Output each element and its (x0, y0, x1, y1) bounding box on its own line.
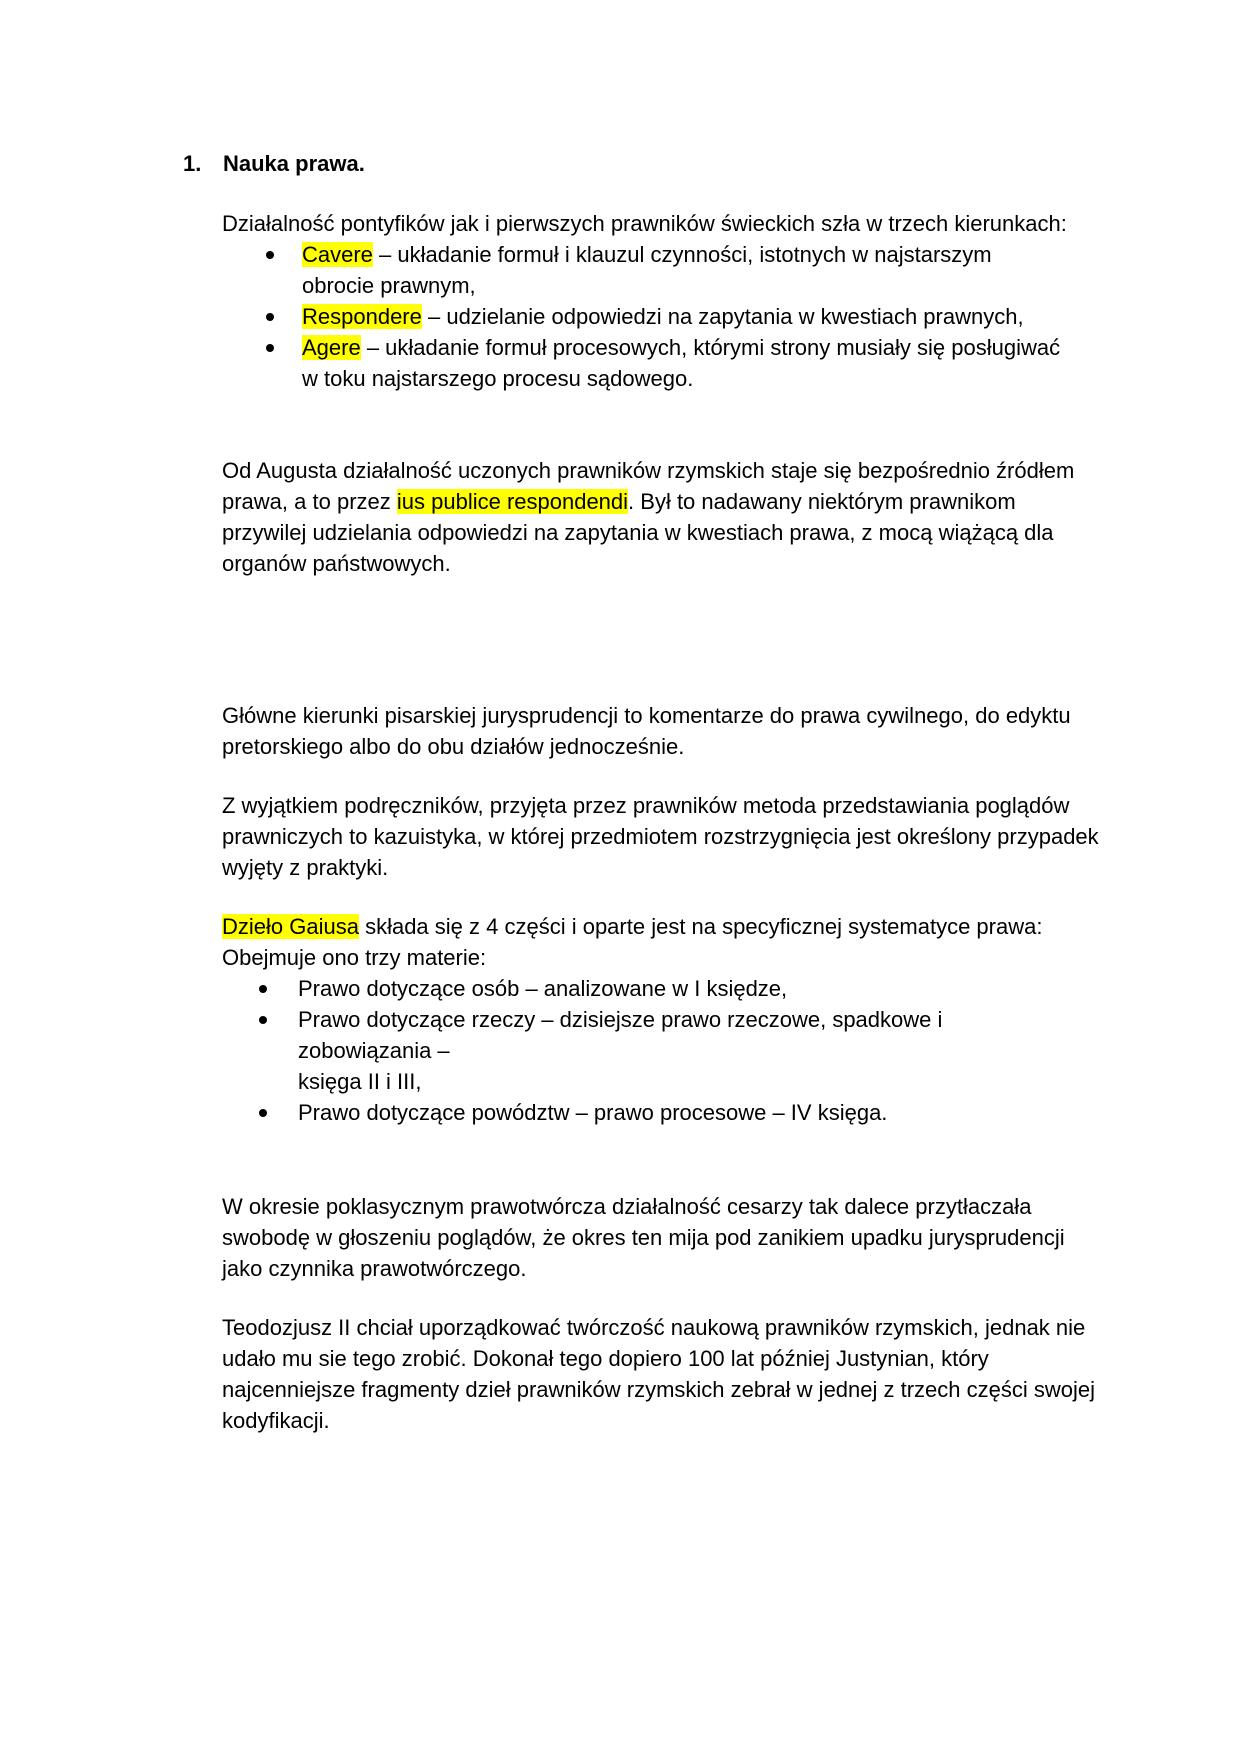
bullet-icon (259, 985, 267, 993)
bullet-icon (259, 1109, 267, 1117)
kazuistyka-paragraph (222, 790, 1102, 883)
intro-paragraph: Działalność pontyfików jak i pierwszych prawników świeckich szła w trzech kierunkach: (222, 211, 1067, 236)
ius-publice-highlight: ius publice respondendi (396, 489, 629, 514)
kierunki-paragraph (222, 700, 1102, 762)
section-number: 1. (183, 151, 202, 176)
bullet-icon (266, 251, 274, 259)
kazuistyka-text: Z wyjątkiem podręczników, przyjęta przez prawników metoda przedstawiania poglądów prawniczych to kazuistyka, w której przedmiotem rozstrzygnięcia jest określony przypadek wyjęty z praktyki. (222, 793, 1099, 880)
gaius-block (222, 911, 1102, 1128)
section-heading (183, 148, 365, 179)
list-item-text: Prawo dotyczące powództw – prawo procesowe – IV księga. (298, 1100, 888, 1125)
bullet-icon (266, 344, 274, 352)
section-title: Nauka prawa. (223, 151, 365, 176)
poklasyczny-text: W okresie poklasycznym prawotwórcza działalność cesarzy tak dalece przytłaczała swobodę w głoszeniu poglądów, że okres ten mija pod zanikiem upadku jurysprudencji jako czynnika prawotwórczego. (222, 1194, 1065, 1281)
list-item (222, 301, 1062, 332)
gaius-highlight: Dzieło Gaiusa (222, 914, 359, 939)
kierunki-text: Główne kierunki pisarskiej jurysprudencji to komentarze do prawa cywilnego, do edyktu pretorskiego albo do obu działów jednocześnie. (222, 703, 1071, 759)
list-item (222, 332, 1062, 394)
term-highlight: Cavere (302, 242, 373, 267)
term-description: – układanie formuł i klauzul czynności, istotnych w najstarszym obrocie prawnym, (302, 242, 992, 298)
list-item-text: Prawo dotyczące osób – analizowane w I księdze, (298, 976, 788, 1001)
teodozjusz-paragraph (222, 1312, 1102, 1436)
list-item (222, 1097, 998, 1128)
bullet-icon (259, 1016, 267, 1024)
teodozjusz-text: Teodozjusz II chciał uporządkować twórczość naukową prawników rzymskich, jednak nie udało mu sie tego zrobić. Dokonał tego dopiero 100 lat później Justynian, który najcenniejsze fragmenty dzieł prawników rzymskich zebrał w jednej z trzech części swojej kodyfikacji. (222, 1315, 1096, 1433)
augustus-text-after: . Był to nadawany niektórym prawnikom przywilej udzielania odpowiedzi na zapytania w kwestiach prawa, z mocą wiążącą dla organów państwowych. (222, 489, 1054, 576)
term-description: – udzielanie odpowiedzi na zapytania w kwestiach prawnych, (421, 304, 1024, 329)
gaius-text: składa się z 4 części i oparte jest na specyficznej systematyce prawa: (358, 914, 1043, 939)
augustus-text-before: Od Augusta działalność uczonych prawników rzymskich staje się bezpośrednio źródłem prawa, a to przez (222, 458, 1075, 514)
gaius-materie-list (298, 973, 998, 1128)
term-highlight: Respondere (302, 304, 422, 329)
list-item-extra: księga II i III, (298, 1069, 422, 1094)
intro-block (222, 208, 1102, 394)
term-highlight: Agere (302, 335, 361, 360)
list-item (222, 239, 1062, 301)
directions-list (302, 239, 1062, 394)
poklasyczny-paragraph (222, 1191, 1102, 1284)
list-item (222, 973, 998, 1004)
list-item-text: Prawo dotyczące rzeczy – dzisiejsze prawo rzeczowe, spadkowe i zobowiązania – (298, 1007, 943, 1063)
gaius-line2: Obejmuje ono trzy materie: (222, 945, 487, 970)
augustus-paragraph (222, 455, 1102, 579)
term-description: – układanie formuł procesowych, którymi strony musiały się posługiwać w toku najstarszego procesu sądowego. (302, 335, 1061, 391)
list-item (222, 1004, 998, 1097)
bullet-icon (266, 313, 274, 321)
